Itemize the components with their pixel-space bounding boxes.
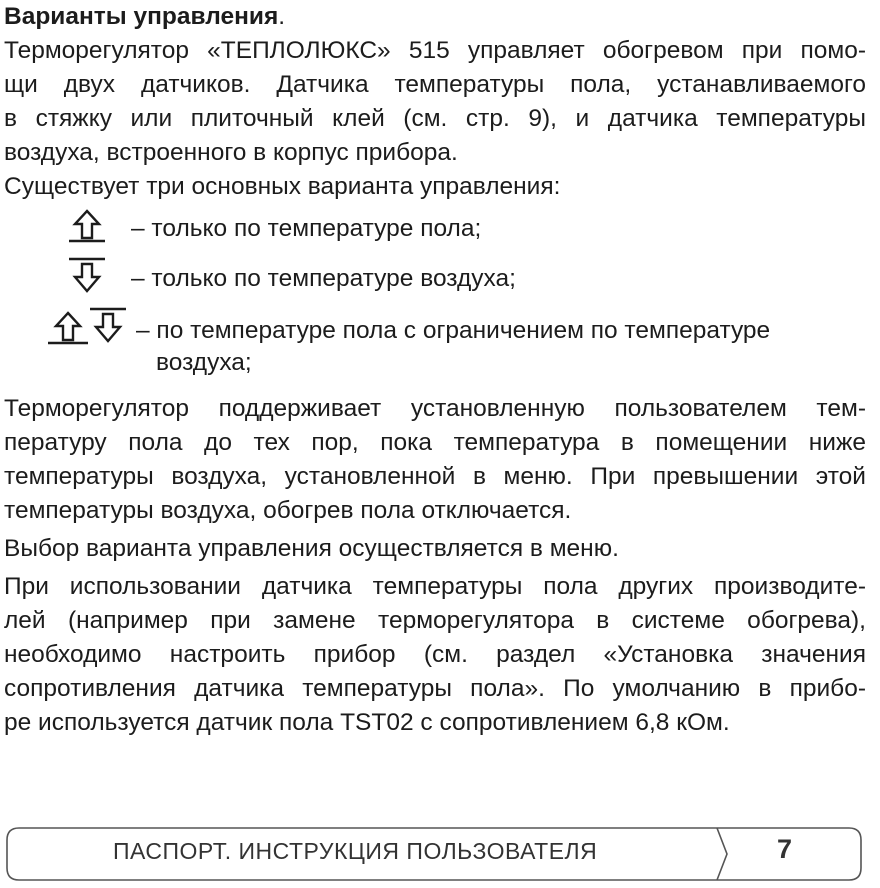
para4-line-5: ре используется датчик пола TST02 с сопротивлением 6,8 кОм. [4,709,730,736]
air-sensor-icon [65,256,109,294]
para2-line-2: пературу пола до тех пор, пока температура в помещении ниже [4,429,866,456]
para2-line-1: Терморегулятор поддерживает установленную пользователем тем- [4,395,866,422]
section-heading [4,0,285,34]
intro-line-3: в стяжку или плиточный клей (см. стр. 9), и датчика температуры [4,105,866,132]
intro-line-4: воздуха, встроенного в корпус прибора. [4,139,458,166]
floor-sensor-icon [65,208,109,244]
section-heading-dot: . [278,3,286,30]
para2-line-3: температуры воздуха, установленной в меню. При превышении этой [4,463,866,490]
para4-line-2: лей (например при замене терморегулятора в системе обогрева), [4,607,866,634]
para3: Выбор варианта управления осуществляется в меню. [4,535,619,562]
para4-line-4: сопротивления датчика температуры пола». По умолчанию в прибо- [4,675,866,702]
footer-title: ПАСПОРТ. ИНСТРУКЦИЯ ПОЛЬЗОВАТЕЛЯ [113,838,598,864]
mode-air-text: – только по температуре воздуха; [131,265,516,292]
para4-line-3: необходимо настроить прибор (см. раздел «Установка значения [4,641,866,668]
floor-air-sensor-icon [44,306,130,346]
para4-line-1: При использовании датчика температуры пола других производите- [4,573,866,600]
mode-floor-air-text: – по температуре пола с ограничением по температуре [136,317,771,344]
page-footer [5,826,863,882]
intro-line-2: щи двух датчиков. Датчика температуры пола, устанавливаемого [4,71,866,98]
page-number: 7 [777,834,793,864]
section-heading-title: Варианты управления [4,3,279,30]
para2-line-4: температуры воздуха, обогрев пола отключается. [4,497,572,524]
intro-line-1: Терморегулятор «ТЕПЛОЛЮКС» 515 управляет обогревом при помо- [4,37,866,64]
mode-floor-text: – только по температуре пола; [131,215,482,242]
modes-lead: Существует три основных варианта управления: [4,173,561,200]
mode-floor-air-text-2: воздуха; [156,349,252,376]
